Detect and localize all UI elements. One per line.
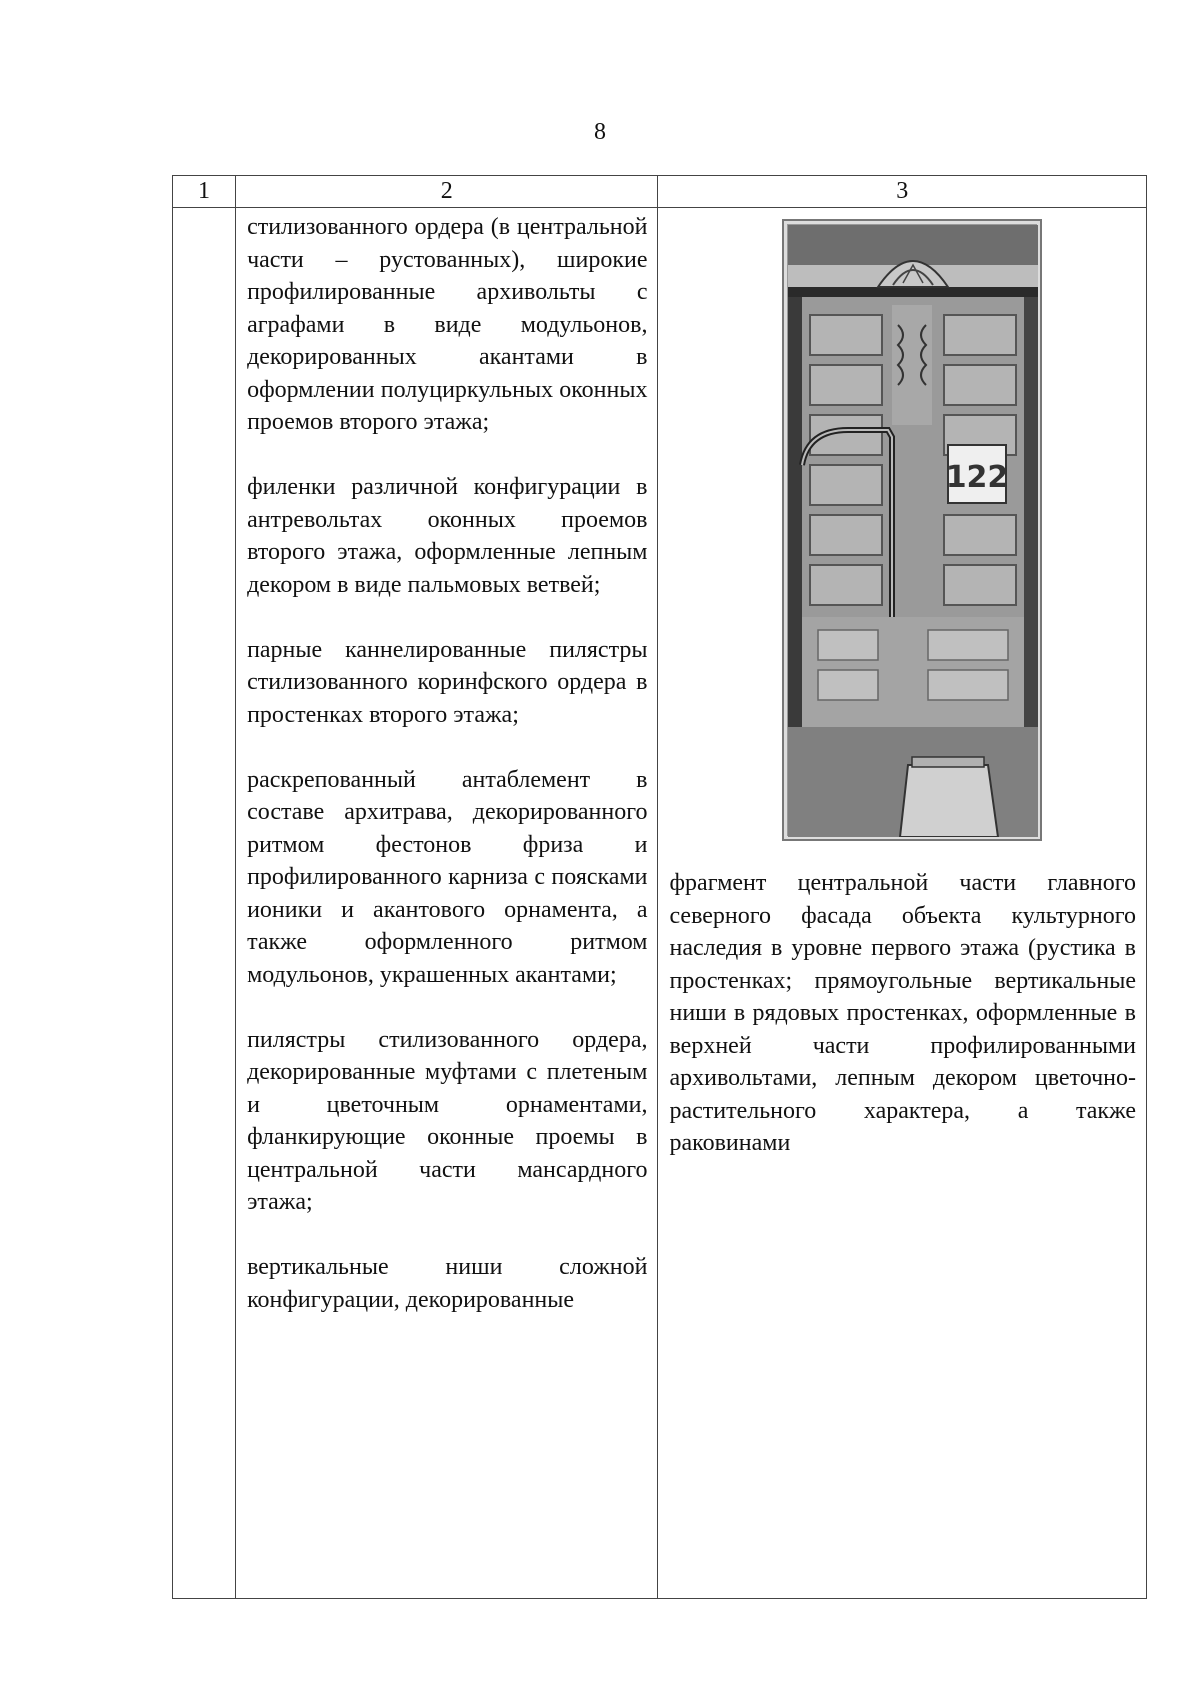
page-number: 8	[594, 119, 606, 145]
document-table	[172, 175, 1147, 1599]
photo-cell	[658, 208, 1147, 1599]
facade-photo	[787, 224, 1037, 836]
photo-caption: фрагмент центральной части главного северного фасада объекта культурного наследия в уровне первого этажа (рустика в простенках; прямоугольные вертикальные ниши в рядовых простенках, оформленные в верхней части профилированными архивольтами, лепным декором цветочно-растительного характера, а также раковинами	[669, 870, 1136, 1156]
description-paragraph: филенки различной конфигурации в антревольтах оконных проемов второго этажа, оформленные лепным декором в виде пальмовых ветвей;	[247, 474, 648, 598]
description-paragraph: парные каннелированные пилястры стилизованного коринфского ордера в простенках второго этажа;	[247, 636, 648, 728]
house-number-text: 122	[946, 460, 1009, 495]
elements-description-cell	[236, 208, 658, 1599]
description-paragraph: раскрепованный антаблемент в составе архитрава, декорированного ритмом фестонов фриза и профилированного карниза с поясками ионики и акантового орнамента, а также оформленного ритмом модульонов, украшенных акантами;	[247, 766, 648, 988]
description-paragraph: пилястры стилизованного ордера, декорированные муфтами с плетеным и цветочным орнаментами, фланкирующие оконные проемы в центральной части мансардного этажа;	[247, 1026, 648, 1215]
description-paragraph: стилизованного ордера (в центральной части – рустованных), широкие профилированные архивольты с аграфами в виде модульонов, декорированных акантами в оформлении полуциркульных оконных проемов второго этажа;	[247, 214, 648, 435]
description-paragraph: вертикальные ниши сложной конфигурации, декорированные	[247, 1254, 648, 1313]
table-header-row	[173, 176, 1147, 208]
table-row	[173, 208, 1147, 1599]
facade-photo-image	[788, 225, 1038, 837]
facade-photo-frame	[782, 219, 1042, 841]
header-cell-2: 2	[236, 176, 658, 208]
header-cell-3: 3	[658, 176, 1147, 208]
header-cell-1: 1	[173, 176, 236, 208]
row-number-cell	[173, 208, 236, 1599]
